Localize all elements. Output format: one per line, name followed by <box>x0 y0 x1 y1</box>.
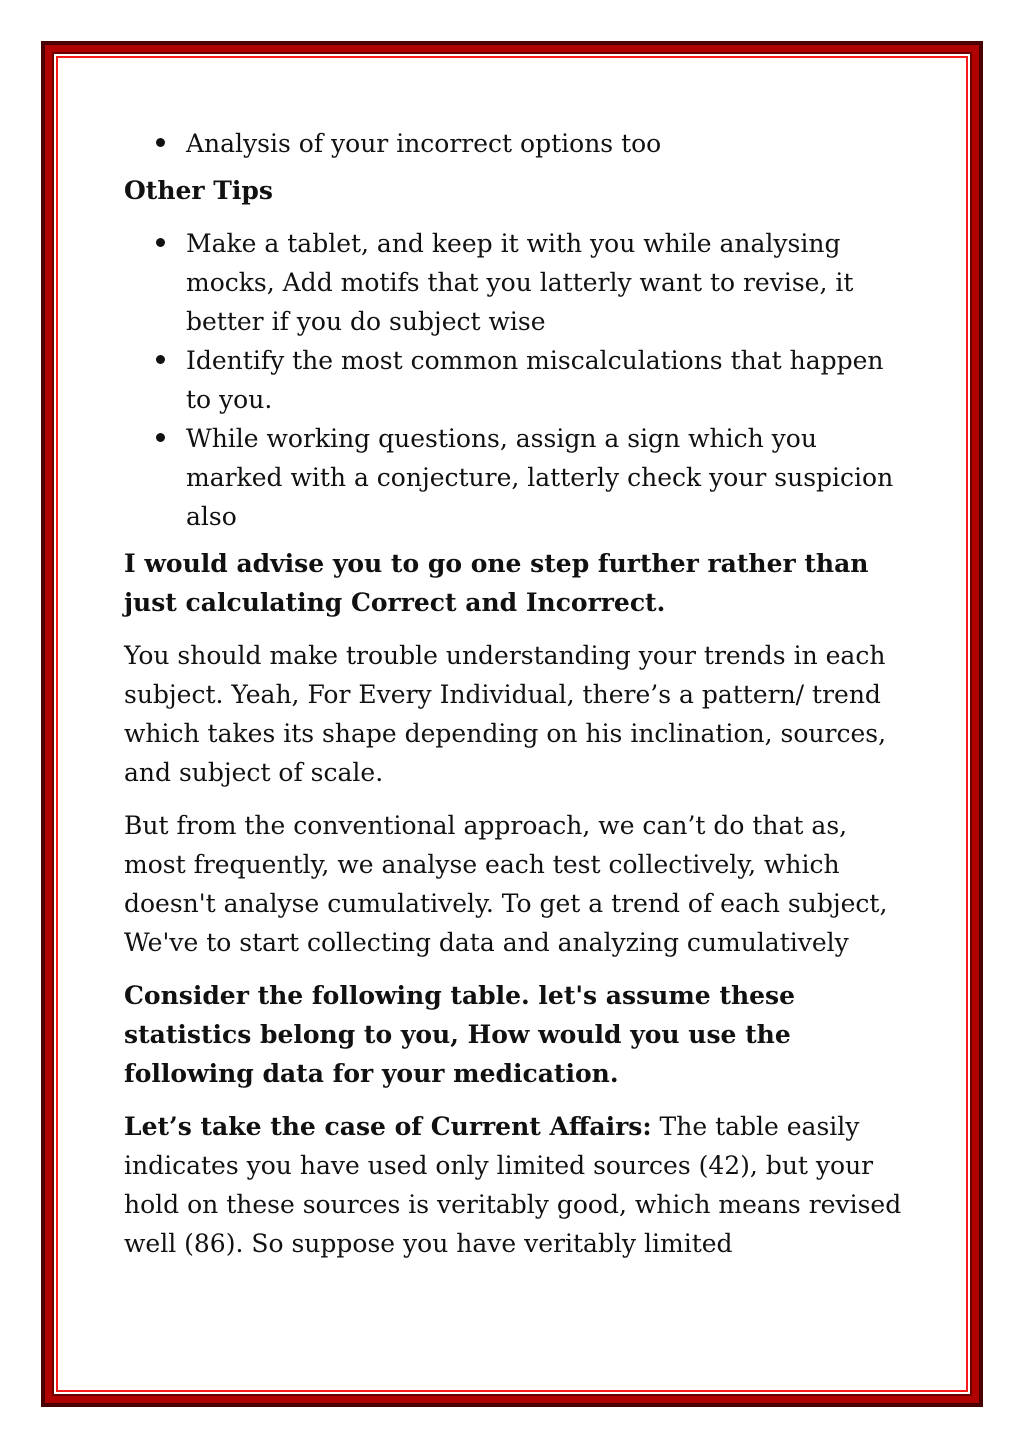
case-text: The table easily indicates you have used only limited sources (42), but your hold on these sources is veritably good, which means revised well (86). So suppose you have veritably limited <box>124 1112 902 1258</box>
bullet-icon <box>156 138 165 147</box>
case-paragraph <box>124 1107 904 1263</box>
list-item-text: Identify the most common miscalculations that happen to you. <box>186 346 884 414</box>
conventional-paragraph: But from the conventional approach, we can’t do that as, most frequently, we analyse each test collectively, which doesn't analyse cumulatively. To get a trend of each subject, We've to start collecting data and analyzing cumulatively <box>124 811 888 957</box>
document-body <box>124 124 904 1277</box>
section-heading-other-tips: Other Tips <box>124 176 273 205</box>
list-item <box>186 341 904 419</box>
consider-paragraph: Consider the following table. let's assume these statistics belong to you, How would you use the following data for your medication. <box>124 981 796 1088</box>
advice-paragraph: I would advise you to go one step further rather than just calculating Correct and Incorrect. <box>124 549 869 617</box>
list-item-text: Analysis of your incorrect options too <box>186 129 662 158</box>
list-item-text: Make a tablet, and keep it with you while analysing mocks, Add motifs that you latterly want to revise, it better if you do subject wise <box>186 229 854 336</box>
list-item <box>186 224 904 341</box>
case-heading: Let’s take the case of Current Affairs: <box>124 1112 652 1141</box>
bullet-list-top <box>124 124 904 163</box>
bullet-icon <box>156 238 165 247</box>
bullet-list-other-tips <box>124 224 904 536</box>
list-item <box>186 419 904 536</box>
bullet-icon <box>156 355 165 364</box>
list-item <box>186 124 904 163</box>
list-item-text: While working questions, assign a sign which you marked with a conjecture, latterly check your suspicion also <box>186 424 894 531</box>
trends-paragraph: You should make trouble understanding your trends in each subject. Yeah, For Every Individual, there’s a pattern/ trend which takes its shape depending on his inclination, sources, and subject of scale. <box>124 641 887 787</box>
bullet-icon <box>156 433 165 442</box>
